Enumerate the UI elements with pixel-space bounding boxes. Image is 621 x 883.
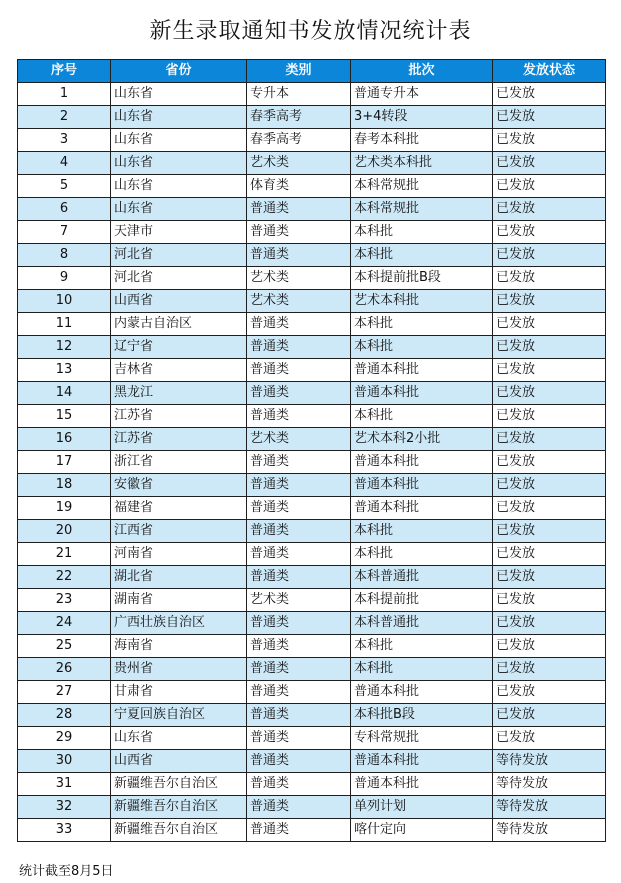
- header-batch: 批次: [351, 60, 493, 83]
- row-batch: 普通专升本: [351, 83, 493, 106]
- row-province: 新疆维吾尔自治区: [111, 773, 247, 796]
- row-category: 艺术类: [247, 152, 351, 175]
- row-category: 春季高考: [247, 106, 351, 129]
- table-row: [18, 382, 606, 405]
- row-status: 已发放: [493, 589, 606, 612]
- row-category: 春季高考: [247, 129, 351, 152]
- row-status: 已发放: [493, 198, 606, 221]
- row-category: 普通类: [247, 336, 351, 359]
- row-status: 已发放: [493, 497, 606, 520]
- row-province: 海南省: [111, 635, 247, 658]
- row-category: 普通类: [247, 704, 351, 727]
- table-row: [18, 658, 606, 681]
- row-batch: 普通本科批: [351, 382, 493, 405]
- row-category: 艺术类: [247, 290, 351, 313]
- row-batch: 本科提前批B段: [351, 267, 493, 290]
- table-row: [18, 106, 606, 129]
- row-province: 浙江省: [111, 451, 247, 474]
- row-status: 等待发放: [493, 819, 606, 842]
- row-batch: 本科批: [351, 336, 493, 359]
- statistics-table: [17, 59, 606, 842]
- header-category: 类别: [247, 60, 351, 83]
- row-category: 普通类: [247, 727, 351, 750]
- row-status: 已发放: [493, 267, 606, 290]
- row-category: 普通类: [247, 750, 351, 773]
- row-status: 已发放: [493, 83, 606, 106]
- row-status: 已发放: [493, 612, 606, 635]
- row-batch: 本科批: [351, 221, 493, 244]
- row-province: 福建省: [111, 497, 247, 520]
- row-status: 已发放: [493, 382, 606, 405]
- row-batch: 单列计划: [351, 796, 493, 819]
- row-index: 21: [18, 543, 111, 566]
- row-province: 内蒙古自治区: [111, 313, 247, 336]
- row-status: 已发放: [493, 428, 606, 451]
- row-category: 体育类: [247, 175, 351, 198]
- table-row: [18, 819, 606, 842]
- row-batch: 本科批: [351, 313, 493, 336]
- row-category: 普通类: [247, 658, 351, 681]
- row-index: 5: [18, 175, 111, 198]
- row-index: 7: [18, 221, 111, 244]
- row-index: 23: [18, 589, 111, 612]
- row-index: 24: [18, 612, 111, 635]
- row-batch: 普通本科批: [351, 451, 493, 474]
- row-province: 山西省: [111, 290, 247, 313]
- row-batch: 本科提前批: [351, 589, 493, 612]
- row-batch: 本科批: [351, 543, 493, 566]
- row-province: 辽宁省: [111, 336, 247, 359]
- row-index: 33: [18, 819, 111, 842]
- table-row: [18, 244, 606, 267]
- row-batch: 本科批: [351, 635, 493, 658]
- row-category: 普通类: [247, 474, 351, 497]
- table-row: [18, 405, 606, 428]
- row-batch: 艺术本科批: [351, 290, 493, 313]
- row-index: 22: [18, 566, 111, 589]
- row-index: 25: [18, 635, 111, 658]
- row-status: 等待发放: [493, 796, 606, 819]
- row-index: 31: [18, 773, 111, 796]
- row-province: 新疆维吾尔自治区: [111, 796, 247, 819]
- table-row: [18, 589, 606, 612]
- row-province: 山东省: [111, 175, 247, 198]
- table-row: [18, 267, 606, 290]
- row-index: 32: [18, 796, 111, 819]
- row-index: 20: [18, 520, 111, 543]
- row-batch: 普通本科批: [351, 359, 493, 382]
- row-batch: 专科常规批: [351, 727, 493, 750]
- row-province: 江苏省: [111, 405, 247, 428]
- row-index: 14: [18, 382, 111, 405]
- row-status: 已发放: [493, 221, 606, 244]
- table-row: [18, 727, 606, 750]
- row-index: 10: [18, 290, 111, 313]
- row-index: 13: [18, 359, 111, 382]
- row-status: 已发放: [493, 635, 606, 658]
- row-status: 已发放: [493, 290, 606, 313]
- row-category: 普通类: [247, 451, 351, 474]
- table-row: [18, 750, 606, 773]
- row-index: 4: [18, 152, 111, 175]
- row-status: 已发放: [493, 336, 606, 359]
- row-index: 17: [18, 451, 111, 474]
- row-category: 普通类: [247, 520, 351, 543]
- row-index: 16: [18, 428, 111, 451]
- header-status: 发放状态: [493, 60, 606, 83]
- row-status: 已发放: [493, 359, 606, 382]
- row-category: 普通类: [247, 221, 351, 244]
- row-status: 已发放: [493, 474, 606, 497]
- table-row: [18, 428, 606, 451]
- row-index: 6: [18, 198, 111, 221]
- row-status: 已发放: [493, 543, 606, 566]
- row-batch: 艺术类本科批: [351, 152, 493, 175]
- row-category: 普通类: [247, 359, 351, 382]
- table-row: [18, 520, 606, 543]
- table-row: [18, 704, 606, 727]
- row-category: 普通类: [247, 313, 351, 336]
- row-province: 新疆维吾尔自治区: [111, 819, 247, 842]
- row-batch: 本科普通批: [351, 612, 493, 635]
- row-status: 已发放: [493, 681, 606, 704]
- row-province: 甘肃省: [111, 681, 247, 704]
- row-province: 河北省: [111, 244, 247, 267]
- row-status: 已发放: [493, 451, 606, 474]
- row-province: 宁夏回族自治区: [111, 704, 247, 727]
- table-row: [18, 290, 606, 313]
- row-index: 8: [18, 244, 111, 267]
- row-status: 等待发放: [493, 773, 606, 796]
- row-category: 艺术类: [247, 589, 351, 612]
- header-province: 省份: [111, 60, 247, 83]
- row-batch: 本科批: [351, 520, 493, 543]
- table-body: [18, 83, 606, 842]
- table-row: [18, 497, 606, 520]
- row-batch: 本科批: [351, 405, 493, 428]
- row-category: 普通类: [247, 796, 351, 819]
- row-batch: 本科批: [351, 658, 493, 681]
- row-status: 已发放: [493, 405, 606, 428]
- table-row: [18, 451, 606, 474]
- row-province: 湖北省: [111, 566, 247, 589]
- row-index: 9: [18, 267, 111, 290]
- row-batch: 3+4转段: [351, 106, 493, 129]
- row-status: 已发放: [493, 658, 606, 681]
- row-status: 已发放: [493, 129, 606, 152]
- table-row: [18, 543, 606, 566]
- table-row: [18, 129, 606, 152]
- row-province: 山东省: [111, 152, 247, 175]
- row-status: 等待发放: [493, 750, 606, 773]
- row-batch: 本科批B段: [351, 704, 493, 727]
- row-province: 山西省: [111, 750, 247, 773]
- row-province: 广西壮族自治区: [111, 612, 247, 635]
- table-row: [18, 773, 606, 796]
- row-index: 27: [18, 681, 111, 704]
- row-province: 黑龙江: [111, 382, 247, 405]
- table-row: [18, 313, 606, 336]
- row-batch: 春考本科批: [351, 129, 493, 152]
- row-batch: 普通本科批: [351, 497, 493, 520]
- header-index: 序号: [18, 60, 111, 83]
- row-status: 已发放: [493, 244, 606, 267]
- row-category: 普通类: [247, 819, 351, 842]
- row-index: 18: [18, 474, 111, 497]
- row-category: 普通类: [247, 681, 351, 704]
- row-batch: 本科常规批: [351, 198, 493, 221]
- row-province: 江西省: [111, 520, 247, 543]
- table-row: [18, 336, 606, 359]
- row-status: 已发放: [493, 520, 606, 543]
- row-category: 普通类: [247, 773, 351, 796]
- row-status: 已发放: [493, 704, 606, 727]
- row-province: 山东省: [111, 198, 247, 221]
- row-index: 3: [18, 129, 111, 152]
- row-category: 普通类: [247, 635, 351, 658]
- row-province: 山东省: [111, 106, 247, 129]
- row-status: 已发放: [493, 175, 606, 198]
- row-index: 2: [18, 106, 111, 129]
- row-status: 已发放: [493, 152, 606, 175]
- row-category: 普通类: [247, 405, 351, 428]
- row-batch: 本科普通批: [351, 566, 493, 589]
- table-row: [18, 221, 606, 244]
- row-category: 普通类: [247, 566, 351, 589]
- row-province: 山东省: [111, 83, 247, 106]
- row-category: 普通类: [247, 198, 351, 221]
- row-batch: 普通本科批: [351, 681, 493, 704]
- row-batch: 普通本科批: [351, 750, 493, 773]
- row-batch: 普通本科批: [351, 773, 493, 796]
- table-row: [18, 796, 606, 819]
- row-status: 已发放: [493, 727, 606, 750]
- table-row: [18, 83, 606, 106]
- row-province: 江苏省: [111, 428, 247, 451]
- row-batch: 喀什定向: [351, 819, 493, 842]
- row-category: 普通类: [247, 382, 351, 405]
- row-category: 艺术类: [247, 428, 351, 451]
- row-index: 19: [18, 497, 111, 520]
- row-province: 安徽省: [111, 474, 247, 497]
- table-row: [18, 635, 606, 658]
- row-batch: 艺术本科2小批: [351, 428, 493, 451]
- row-index: 28: [18, 704, 111, 727]
- row-index: 11: [18, 313, 111, 336]
- row-index: 29: [18, 727, 111, 750]
- row-status: 已发放: [493, 106, 606, 129]
- row-status: 已发放: [493, 566, 606, 589]
- table-row: [18, 198, 606, 221]
- row-batch: 本科常规批: [351, 175, 493, 198]
- row-category: 普通类: [247, 244, 351, 267]
- row-index: 30: [18, 750, 111, 773]
- row-index: 26: [18, 658, 111, 681]
- table-row: [18, 566, 606, 589]
- row-province: 贵州省: [111, 658, 247, 681]
- row-status: 已发放: [493, 313, 606, 336]
- row-batch: 本科批: [351, 244, 493, 267]
- row-province: 河北省: [111, 267, 247, 290]
- page-title: 新生录取通知书发放情况统计表: [149, 19, 472, 44]
- row-category: 普通类: [247, 612, 351, 635]
- table-row: [18, 474, 606, 497]
- row-category: 艺术类: [247, 267, 351, 290]
- footer-note: 统计截至8月5日: [19, 864, 114, 879]
- row-province: 山东省: [111, 727, 247, 750]
- row-province: 山东省: [111, 129, 247, 152]
- row-index: 12: [18, 336, 111, 359]
- table-row: [18, 152, 606, 175]
- table-header-row: [18, 60, 606, 83]
- table-row: [18, 175, 606, 198]
- table-row: [18, 612, 606, 635]
- row-province: 吉林省: [111, 359, 247, 382]
- row-category: 专升本: [247, 83, 351, 106]
- row-province: 天津市: [111, 221, 247, 244]
- row-index: 1: [18, 83, 111, 106]
- table-row: [18, 681, 606, 704]
- row-category: 普通类: [247, 543, 351, 566]
- table-row: [18, 359, 606, 382]
- row-batch: 普通本科批: [351, 474, 493, 497]
- row-province: 湖南省: [111, 589, 247, 612]
- row-province: 河南省: [111, 543, 247, 566]
- row-category: 普通类: [247, 497, 351, 520]
- row-index: 15: [18, 405, 111, 428]
